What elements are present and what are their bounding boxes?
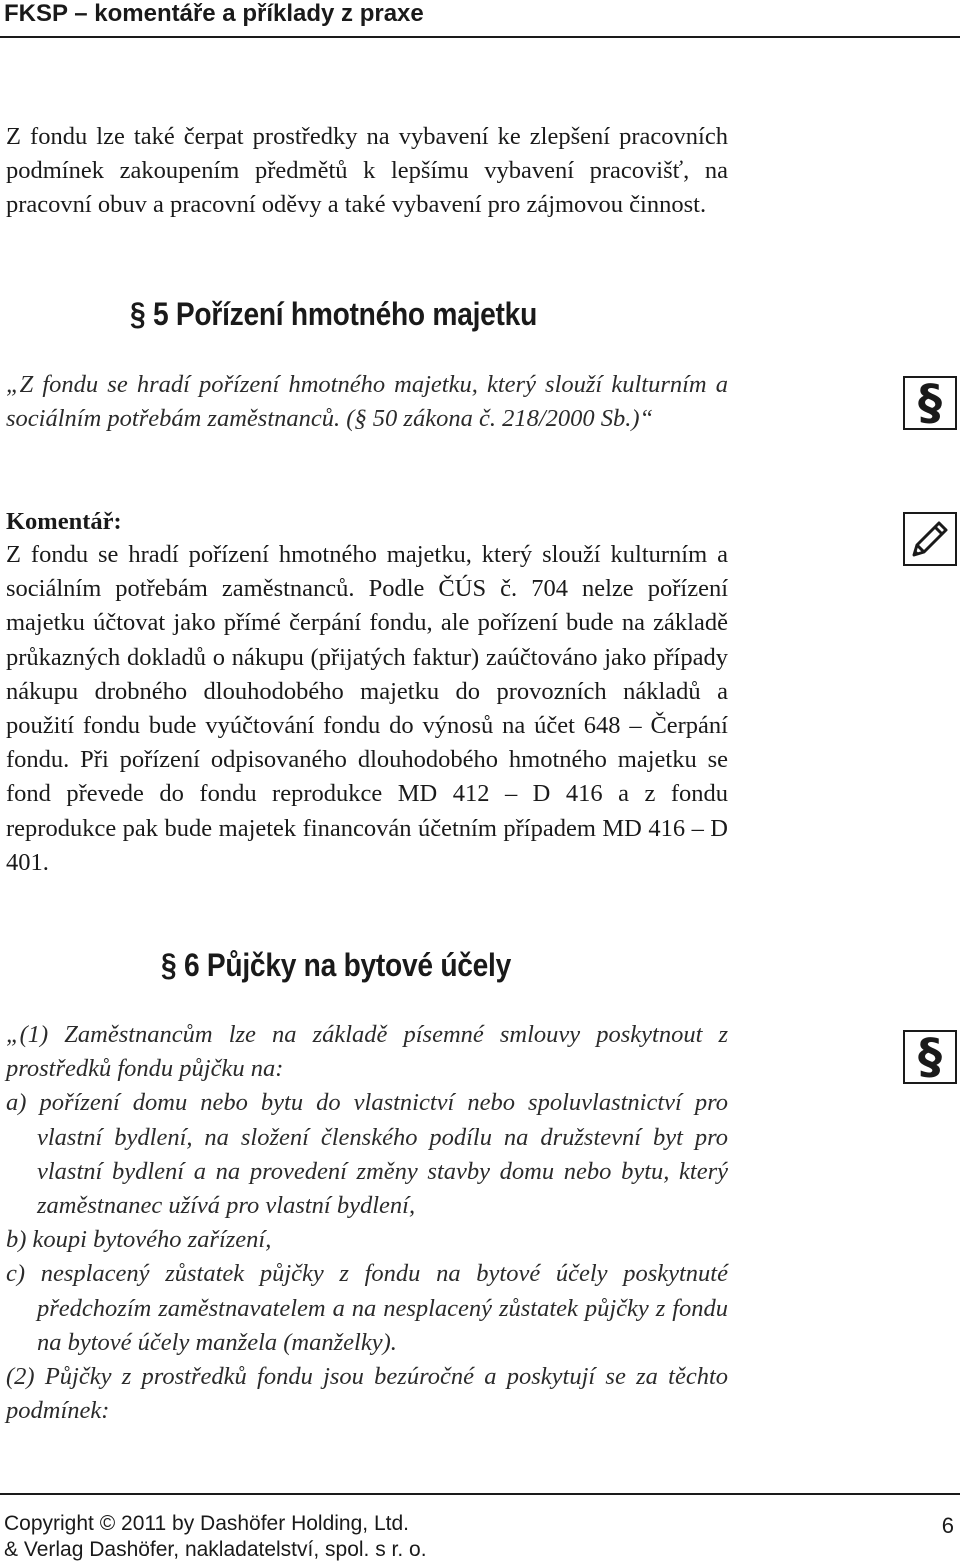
running-header-title: FKSP – komentáře a příklady z praxe xyxy=(4,0,424,27)
section-5-heading: § 5 Pořízení hmotného majetku xyxy=(130,296,538,332)
section-6-heading: § 6 Půjčky na bytové účely xyxy=(161,947,512,983)
pencil-icon xyxy=(903,512,957,566)
section-5-law-quote: „Z fondu se hradí pořízení hmotného majetku, který slouží kulturním a sociálním potřebám zaměstnanců. (§ 50 zákona č. 218/2000 Sb.)“ xyxy=(6,371,728,433)
footer-divider xyxy=(0,1493,960,1495)
list-item: c) nesplacený zůstatek půjčky z fondu na bytové účely poskytnuté předchozím zaměstnavatelem a na nesplacený zůstatek půjčky z fondu na bytové účely manžela (manželky). xyxy=(6,1260,728,1356)
header-divider xyxy=(0,36,960,38)
section-6-quote-paragraph-2: (2) Půjčky z prostředků fondu jsou bezúročné a poskytují se za těchto podmínek: xyxy=(6,1363,728,1425)
footer-copyright-line-1: Copyright © 2011 by Dashöfer Holding, Ltd. xyxy=(4,1512,409,1535)
page-number: 6 xyxy=(941,1513,954,1538)
footer-copyright-line-2: & Verlag Dashöfer, nakladatelství, spol. s r. o. xyxy=(4,1538,427,1561)
section-6-quote-intro: „(1) Zaměstnancům lze na základě písemné smlouvy poskytnout z prostředků fondu půjčku na: xyxy=(6,1021,728,1083)
pencil-icon-graphic xyxy=(908,517,952,561)
section-sign-icon: § xyxy=(903,1030,957,1084)
list-item: a) pořízení domu nebo bytu do vlastnictví nebo spoluvlastnictví pro vlastní bydlení, na složení členského podílu na družstevní byt pro vlastní bydlení a na provedení změny stavby domu nebo bytu, který zaměstnanec užívá pro vlastní bydlení, xyxy=(6,1089,728,1220)
list-item: b) koupi bytového zařízení, xyxy=(6,1226,272,1254)
section-5-comment-text: Z fondu se hradí pořízení hmotného majetku, který slouží kulturním a sociálním potřebám zaměstnanců. Podle ČÚS č. 704 nelze pořízení majetku účtovat jako přímé čerpání fondu, ale pořízení bude na základě průkazných dokladů o nákupu (přijatých faktur) zaúčtováno jako případy nákupu drobného dlouhodobého majetku do provozních nákladů a použití fondu bude vyúčtování fondu do výnosů na účet 648 – Čerpání fondu. Při pořízení odpisovaného dlouhodobého hmotného majetku se fond převede do fondu reprodukce MD 412 – D 416 a z fondu reprodukce pak bude majetek financován účetním případem MD 416 – D 401. xyxy=(6,541,728,876)
section-6-law-quote xyxy=(6,1018,728,1428)
comment-label: Komentář: xyxy=(6,508,122,535)
section-sign-icon: § xyxy=(903,376,957,430)
intro-paragraph: Z fondu lze také čerpat prostředky na vybavení ke zlepšení pracovních podmínek zakoupením předmětů k lepšímu vybavení pracovišť, na pracovní obuv a pracovní oděvy a také vybavení pro zájmovou činnost. xyxy=(6,123,728,219)
